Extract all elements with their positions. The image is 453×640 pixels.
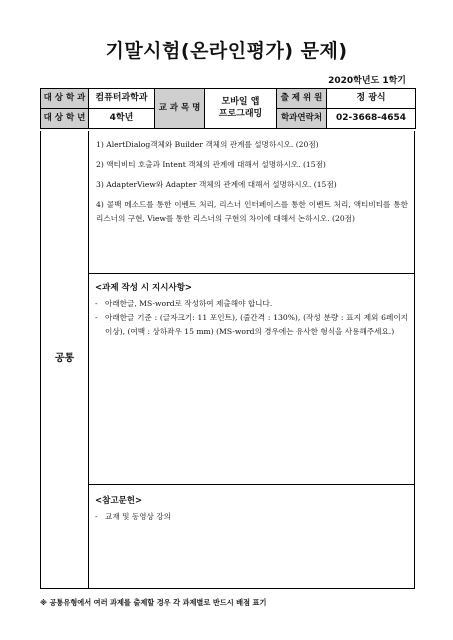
examiner-value: 정 광식 xyxy=(327,89,416,109)
question-1: 1) AlertDialog객체와 Builder 객체의 관계를 설명하시오. (20점) xyxy=(96,140,319,149)
questions-section xyxy=(89,131,414,274)
year-value: 4학년 xyxy=(89,109,155,129)
references-title: <참고문헌> xyxy=(95,496,143,506)
instruction-text-2: 아래한글 기준 : (글자크기: 11 포인트), (줄간격 : 130%), (작성 분량 : 표지 제외 6페이지이상), (여백 : 상하좌우 15 mm) (MS-word의 경우에는 유사한 형식을 사용해주세요.) xyxy=(105,313,408,336)
exam-title: 기말시험(온라인평가) 문제) xyxy=(105,40,348,62)
dept-value: 컴퓨터과학과 xyxy=(89,89,155,109)
exam-info-table xyxy=(40,88,416,129)
question-3: 3) AdapterView와 Adapter 객체의 관계에 대해서 설명하시오. (15점) xyxy=(96,180,337,189)
semester-label: 2020학년도 1학기 xyxy=(328,76,406,86)
instruction-item: - 아래한글, MS-word로 작성하여 제출해야 합니다. xyxy=(95,297,408,311)
question-2: 2) 액티비티 호출과 Intent 객체의 관계에 대해서 설명하시오. (15점) xyxy=(96,160,326,169)
question-4: 4) 콜백 메소드를 통한 이벤트 처리, 리스너 인터페이스를 통한 이벤트 처리, 액티비티를 통한 리스너의 구현, View를 통한 리스너의 구현의 차이에 대해서 논하시오. (20점) xyxy=(96,200,408,223)
year-label: 대 상 학 년 xyxy=(41,109,89,129)
references-section xyxy=(89,486,414,588)
contact-label: 학과연락처 xyxy=(277,109,327,129)
instructions-section xyxy=(89,275,414,485)
instruction-item: - 아래한글 기준 : (글자크기: 11 포인트), (줄간격 : 130%), (작성 분량 : 표지 제외 6페이지이상), (여백 : 상하좌우 15 mm) (MS-word의 경우에는 유사한 형식을 사용해주세요.) xyxy=(95,311,408,339)
dept-label: 대 상 학 과 xyxy=(41,89,89,109)
course-value: 모바일 앱 프로그래밍 xyxy=(205,89,277,129)
examiner-label: 출 제 위 원 xyxy=(277,89,327,109)
category-label: 공통 xyxy=(54,353,75,364)
reference-item: - 교재 및 동영상 강의 xyxy=(95,510,408,524)
exam-body xyxy=(40,131,415,589)
instructions-title: <과제 작성 시 지시사항> xyxy=(95,283,193,293)
reference-text-1: 교재 및 동영상 강의 xyxy=(105,512,171,521)
course-label: 교 과 목 명 xyxy=(155,89,205,129)
footnote: ※ 공통유형에서 여러 과제를 출제할 경우 각 과제별로 반드시 배점 표기 xyxy=(40,598,267,607)
category-column xyxy=(41,131,89,588)
instruction-text-1: 아래한글, MS-word로 작성하여 제출해야 합니다. xyxy=(105,299,273,308)
contact-value: 02-3668-4654 xyxy=(327,109,416,129)
